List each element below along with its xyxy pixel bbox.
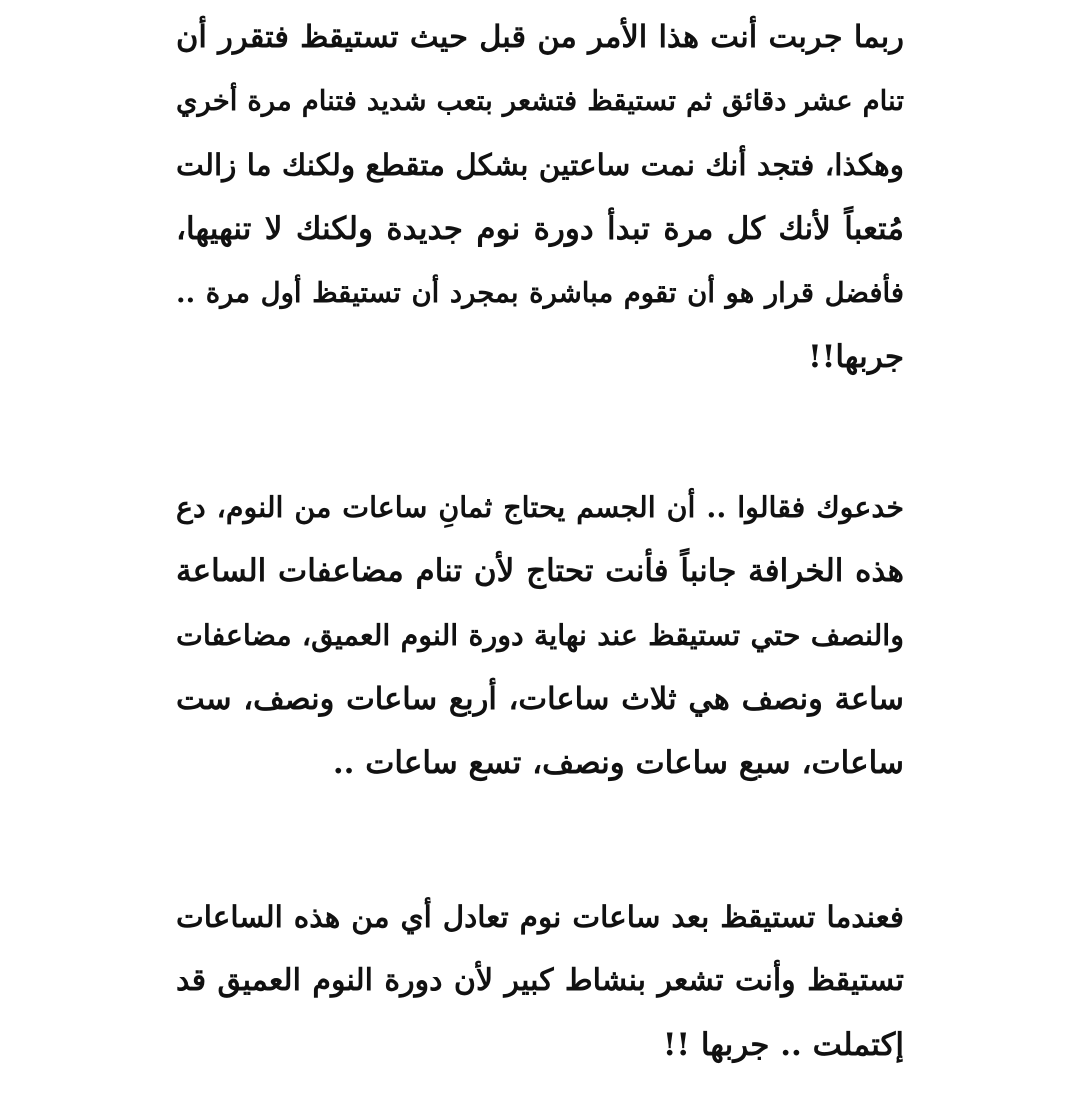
text-line: فأفضل قرار هو أن تقوم مباشرة بمجرد أن تستيقظ أول مرة .. <box>176 277 904 309</box>
text-line: والنصف حتي تستيقظ عند نهاية دورة النوم العميق، مضاعفات <box>176 618 904 652</box>
text-line: تنام عشر دقائق ثم تستيقظ فتشعر بتعب شديد فتنام مرة أخري <box>176 85 904 117</box>
document-page <box>176 0 904 1097</box>
text-line: ساعة ونصف هي ثلاث ساعات، أربع ساعات ونصف، ست <box>176 681 904 717</box>
text-line: ربما جربت أنت هذا الأمر من قبل حيث تستيقظ فتقرر أن <box>176 19 904 55</box>
text-line: هذه الخرافة جانباً فأنت تحتاج لأن تنام مضاعفات الساعة <box>176 553 904 589</box>
text-line: تستيقظ وأنت تشعر بنشاط كبير لأن دورة النوم العميق قد <box>176 963 904 998</box>
text-line: مُتعباً لأنك كل مرة تبدأ دورة نوم جديدة ولكنك لا تنهيها، <box>176 211 904 247</box>
text-line: ساعات، سبع ساعات ونصف، تسع ساعات .. <box>332 745 904 781</box>
text-line: جربها!! <box>808 339 904 375</box>
text-line: إكتملت .. جربها !! <box>662 1027 904 1063</box>
text-line: خدعوك فقالوا .. أن الجسم يحتاج ثمانِ ساعات من النوم، دع <box>176 490 904 524</box>
text-line: وهكذا، فتجد أنك نمت ساعتين بشكل متقطع ولكنك ما زالت <box>176 147 904 182</box>
text-line: فعندما تستيقظ بعد ساعات نوم تعادل أي من هذه الساعات <box>176 899 904 934</box>
